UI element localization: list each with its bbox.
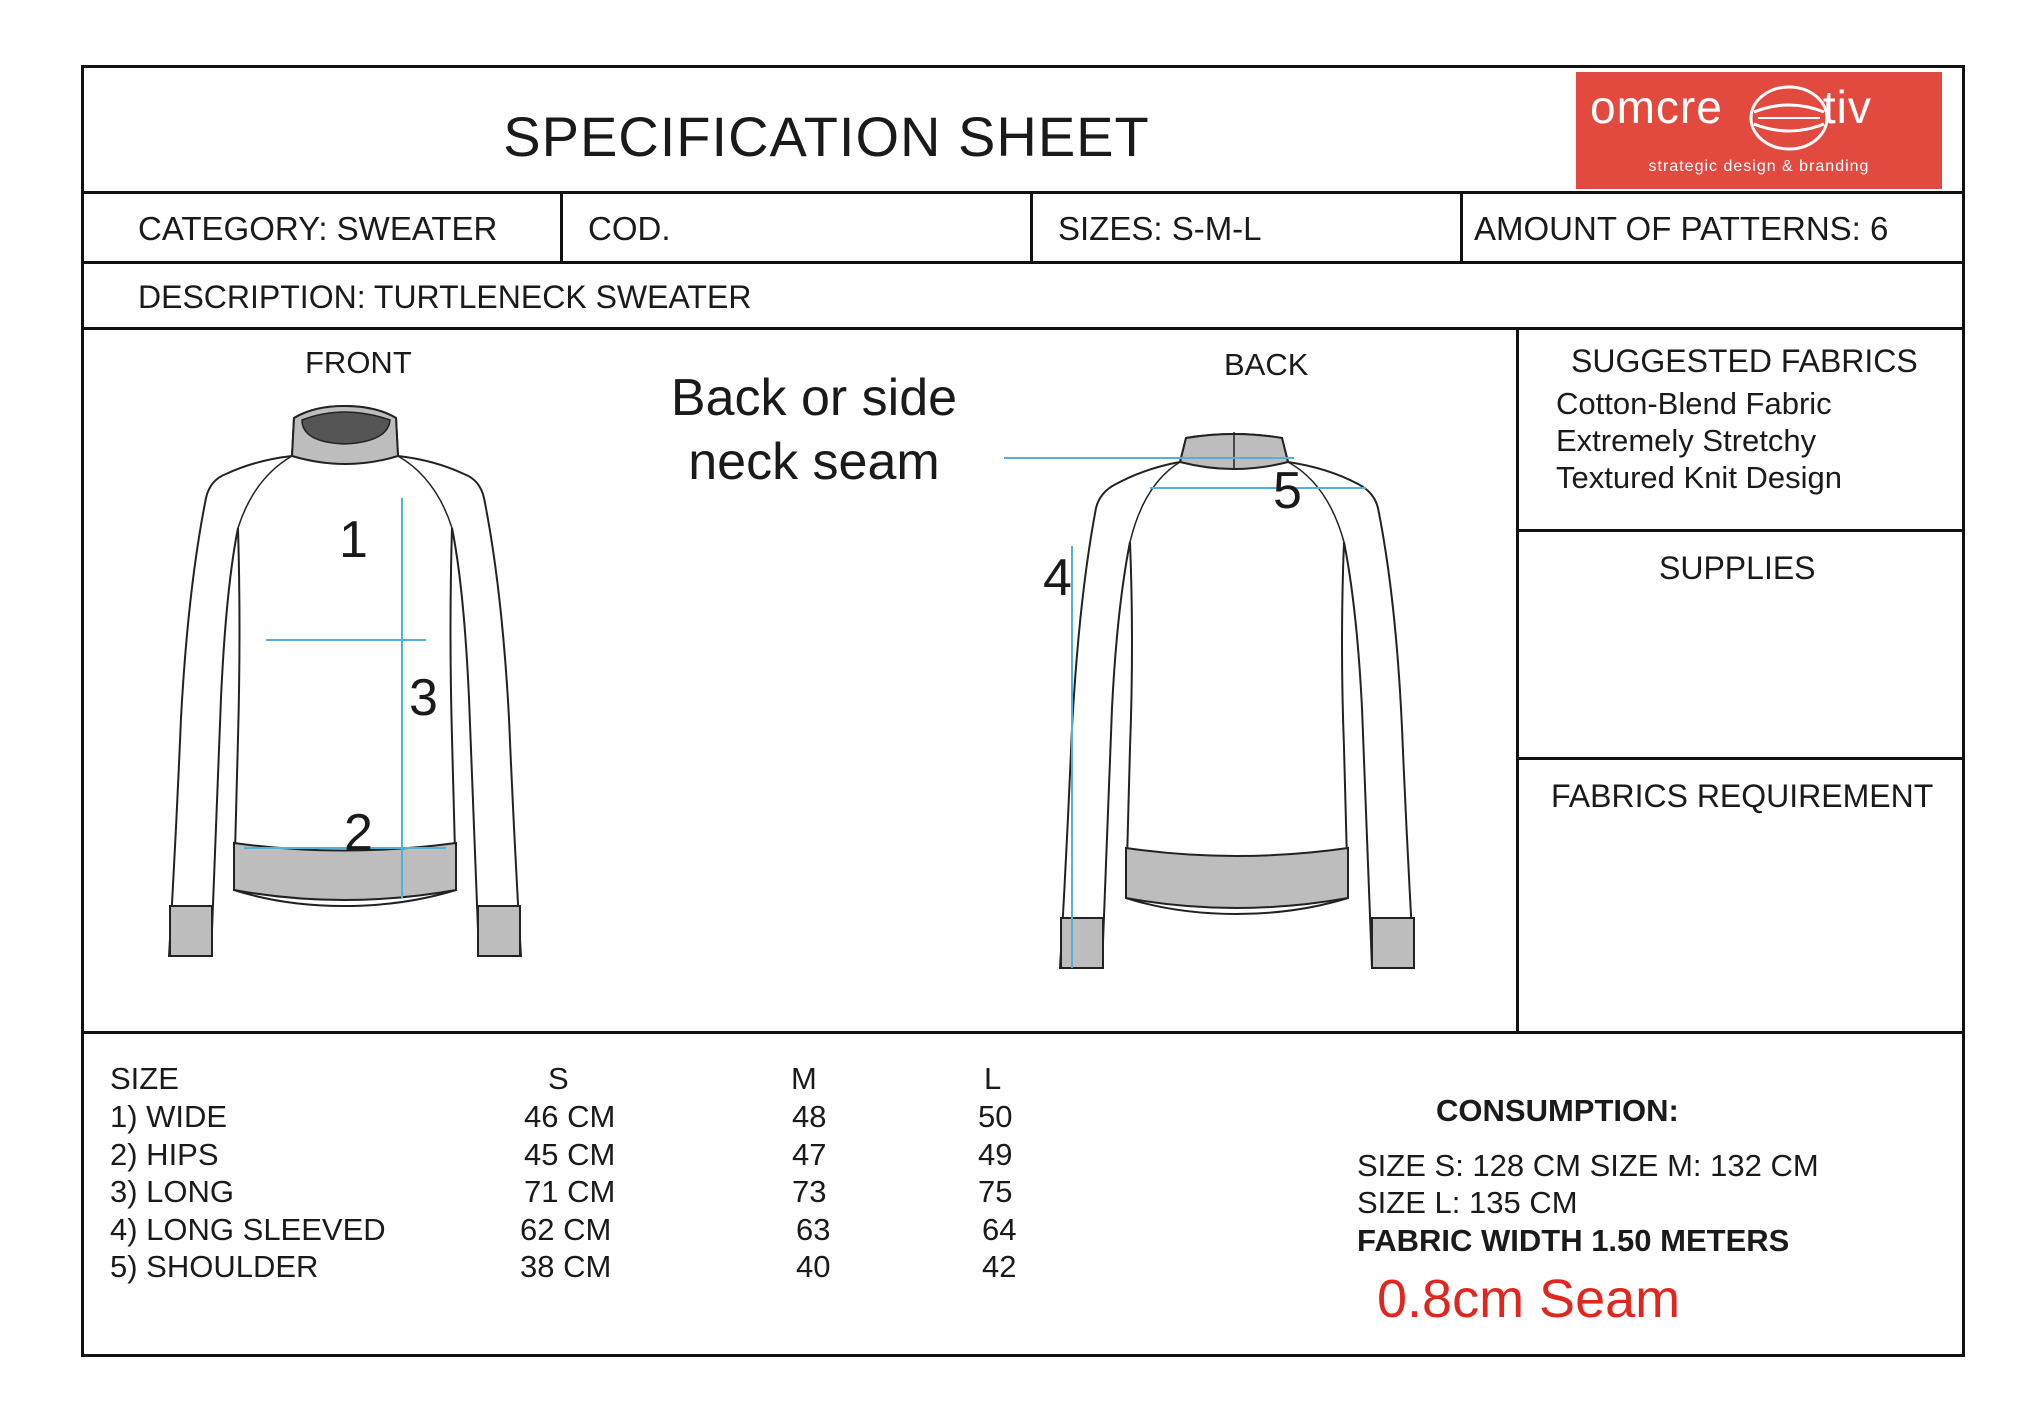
rule-under-description — [84, 327, 1962, 330]
measure-mark-5: 5 — [1273, 462, 1302, 520]
fabric-width: FABRIC WIDTH 1.50 METERS — [1357, 1223, 1790, 1258]
row-value-l: 42 — [982, 1249, 1017, 1284]
consumption-line-2: SIZE L: 135 CM — [1357, 1185, 1578, 1220]
header-size: SIZE — [110, 1061, 179, 1096]
row-value-s: 38 CM — [520, 1249, 612, 1284]
row-label: 5) SHOULDER — [110, 1249, 319, 1284]
logo-tagline: strategic design & branding — [1648, 158, 1870, 175]
fabric-item: Extremely Stretchy — [1556, 423, 1817, 458]
rule-above-requirement — [1516, 757, 1962, 760]
row-value-s: 45 CM — [524, 1137, 616, 1172]
row-value-m: 63 — [796, 1212, 831, 1247]
logo-ring-icon — [1744, 78, 1834, 158]
fabric-item: Cotton-Blend Fabric — [1556, 386, 1832, 421]
code-cell: COD. — [588, 210, 671, 247]
row-value-m: 47 — [792, 1137, 827, 1172]
divider-sizes-patterns — [1460, 191, 1463, 264]
rule-above-table — [84, 1031, 1962, 1034]
back-label: BACK — [1224, 347, 1309, 382]
divider-code-sizes — [1030, 191, 1033, 264]
row-value-l: 50 — [978, 1099, 1013, 1134]
row-value-l: 64 — [982, 1212, 1017, 1247]
patterns-cell: AMOUNT OF PATTERNS: 6 — [1474, 210, 1889, 247]
rule-under-info — [84, 261, 1962, 264]
category-cell: CATEGORY: SWEATER — [138, 210, 498, 247]
row-value-m: 40 — [796, 1249, 831, 1284]
divider-drawing-side — [1516, 327, 1519, 1034]
front-label: FRONT — [305, 345, 412, 380]
logo-text-right: tiv — [1822, 81, 1872, 133]
header-m: M — [791, 1061, 817, 1096]
front-sweater-drawing — [164, 398, 544, 998]
back-sweater-drawing — [1052, 428, 1432, 1008]
seam-note: 0.8cm Seam — [1377, 1269, 1681, 1329]
suggested-fabrics-title: SUGGESTED FABRICS — [1571, 343, 1918, 379]
consumption-title: CONSUMPTION: — [1436, 1093, 1679, 1128]
spec-sheet — [81, 65, 1965, 1357]
divider-category-code — [560, 191, 563, 264]
rule-under-header — [84, 191, 1962, 194]
page-title: SPECIFICATION SHEET — [503, 105, 1150, 168]
neck-seam-note: Back or side neck seam — [670, 369, 958, 491]
header-l: L — [984, 1061, 1002, 1096]
rule-above-supplies — [1516, 529, 1962, 532]
row-label: 2) HIPS — [110, 1137, 219, 1172]
measure-mark-4: 4 — [1043, 549, 1072, 607]
measure-mark-3: 3 — [409, 669, 438, 727]
supplies-title: SUPPLIES — [1659, 550, 1816, 586]
row-value-m: 73 — [792, 1174, 827, 1209]
row-label: 3) LONG — [110, 1174, 235, 1209]
sizes-cell: SIZES: S-M-L — [1058, 210, 1262, 247]
row-value-s: 62 CM — [520, 1212, 612, 1247]
row-label: 1) WIDE — [110, 1099, 228, 1134]
row-value-l: 49 — [978, 1137, 1013, 1172]
measure-mark-1: 1 — [339, 511, 368, 569]
brand-logo — [1576, 72, 1942, 189]
row-label: 4) LONG SLEEVED — [110, 1212, 386, 1247]
fabric-item: Textured Knit Design — [1556, 460, 1843, 495]
logo-text-left: omcre — [1590, 81, 1723, 133]
fabrics-requirement-title: FABRICS REQUIREMENT — [1551, 778, 1934, 814]
header-s: S — [548, 1061, 569, 1096]
row-value-m: 48 — [792, 1099, 827, 1134]
consumption-line-1: SIZE S: 128 CM SIZE M: 132 CM — [1357, 1148, 1819, 1183]
neck-seam-pointer — [1004, 448, 1294, 468]
description: DESCRIPTION: TURTLENECK SWEATER — [138, 279, 752, 315]
row-value-s: 71 CM — [524, 1174, 616, 1209]
row-value-l: 75 — [978, 1174, 1013, 1209]
measure-mark-2: 2 — [344, 804, 373, 862]
row-value-s: 46 CM — [524, 1099, 616, 1134]
